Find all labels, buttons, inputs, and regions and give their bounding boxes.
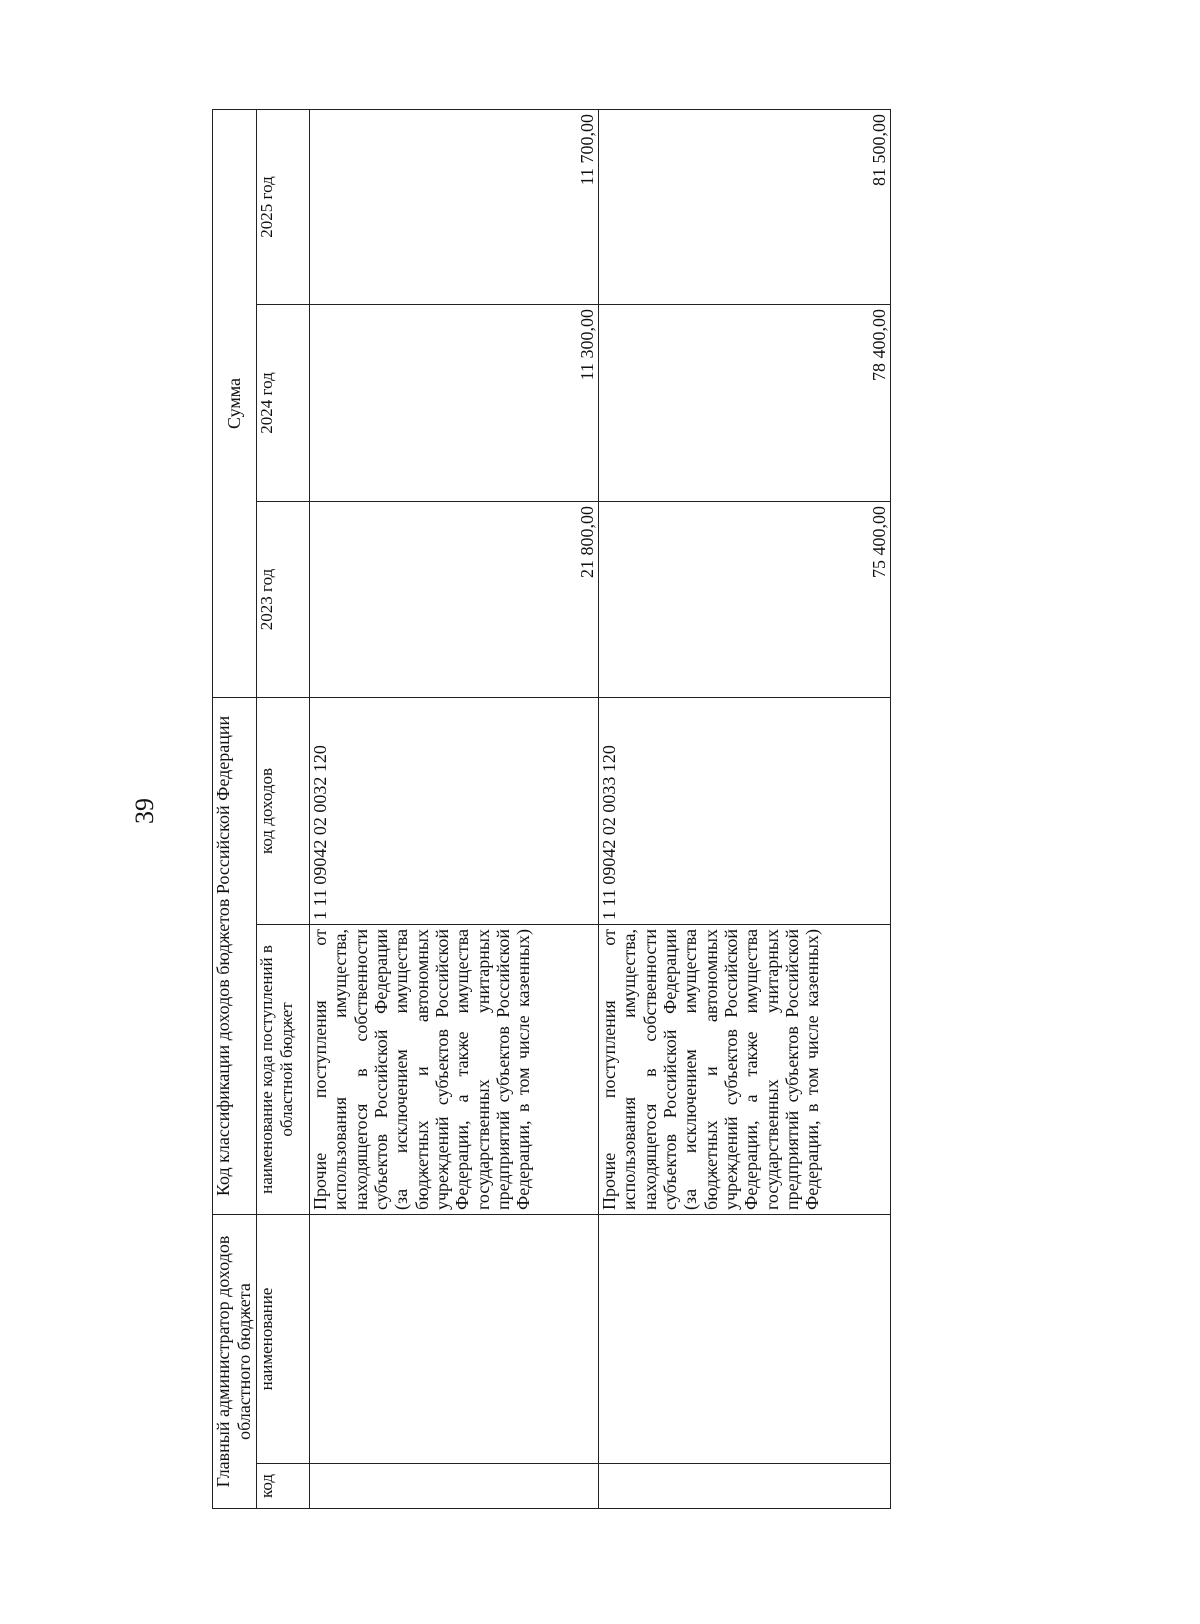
cell-code	[310, 1464, 599, 1509]
page-number: 39	[130, 798, 159, 824]
revenue-table	[212, 109, 891, 1509]
cell-2024: 78 400,00	[599, 305, 891, 502]
cell-2025: 81 500,00	[599, 109, 891, 304]
rotated-table-container	[212, 110, 890, 1509]
header-sum: Сумма	[213, 109, 257, 697]
header-name: наименование	[257, 1215, 310, 1464]
cell-income-name: Прочие поступления от использования имущества, находящегося в собственности субъектов Российской Федерации (за исключением имущества бюджетных и автономных учреждений субъектов Российской Федерации, а также имущества государственных унитарных предприятий субъектов Российской Федерации, в том числе казенных)	[599, 925, 891, 1215]
cell-2023: 75 400,00	[599, 502, 891, 698]
cell-income-code: 1 11 09042 02 0033 120	[599, 698, 891, 925]
cell-2024: 11 300,00	[310, 305, 599, 502]
table-row	[310, 109, 599, 1508]
header-2024: 2024 год	[257, 305, 310, 502]
cell-name	[599, 1215, 891, 1464]
cell-code	[599, 1464, 891, 1509]
header-income-code: код доходов	[257, 698, 310, 925]
cell-name	[310, 1215, 599, 1464]
header-code: код	[257, 1464, 310, 1509]
header-classification: Код классификации доходов бюджетов Российской Федерации	[213, 698, 257, 1215]
cell-2023: 21 800,00	[310, 502, 599, 698]
cell-income-name: Прочие поступления от использования имущества, находящегося в собственности субъектов Российской Федерации (за исключением имущества бюджетных и автономных учреждений субъектов Российской Федерации, а также имущества государственных унитарных предприятий субъектов Российской Федерации, в том числе казенных)	[310, 925, 599, 1215]
header-2023: 2023 год	[257, 502, 310, 698]
header-2025: 2025 год	[257, 109, 310, 304]
header-admin: Главный администратор доходов областного бюджета	[213, 1215, 257, 1509]
cell-income-code: 1 11 09042 02 0032 120	[310, 698, 599, 925]
table-row	[599, 109, 891, 1508]
cell-2025: 11 700,00	[310, 109, 599, 304]
header-income-name: наименование кода поступлений в областной бюджет	[257, 925, 310, 1215]
